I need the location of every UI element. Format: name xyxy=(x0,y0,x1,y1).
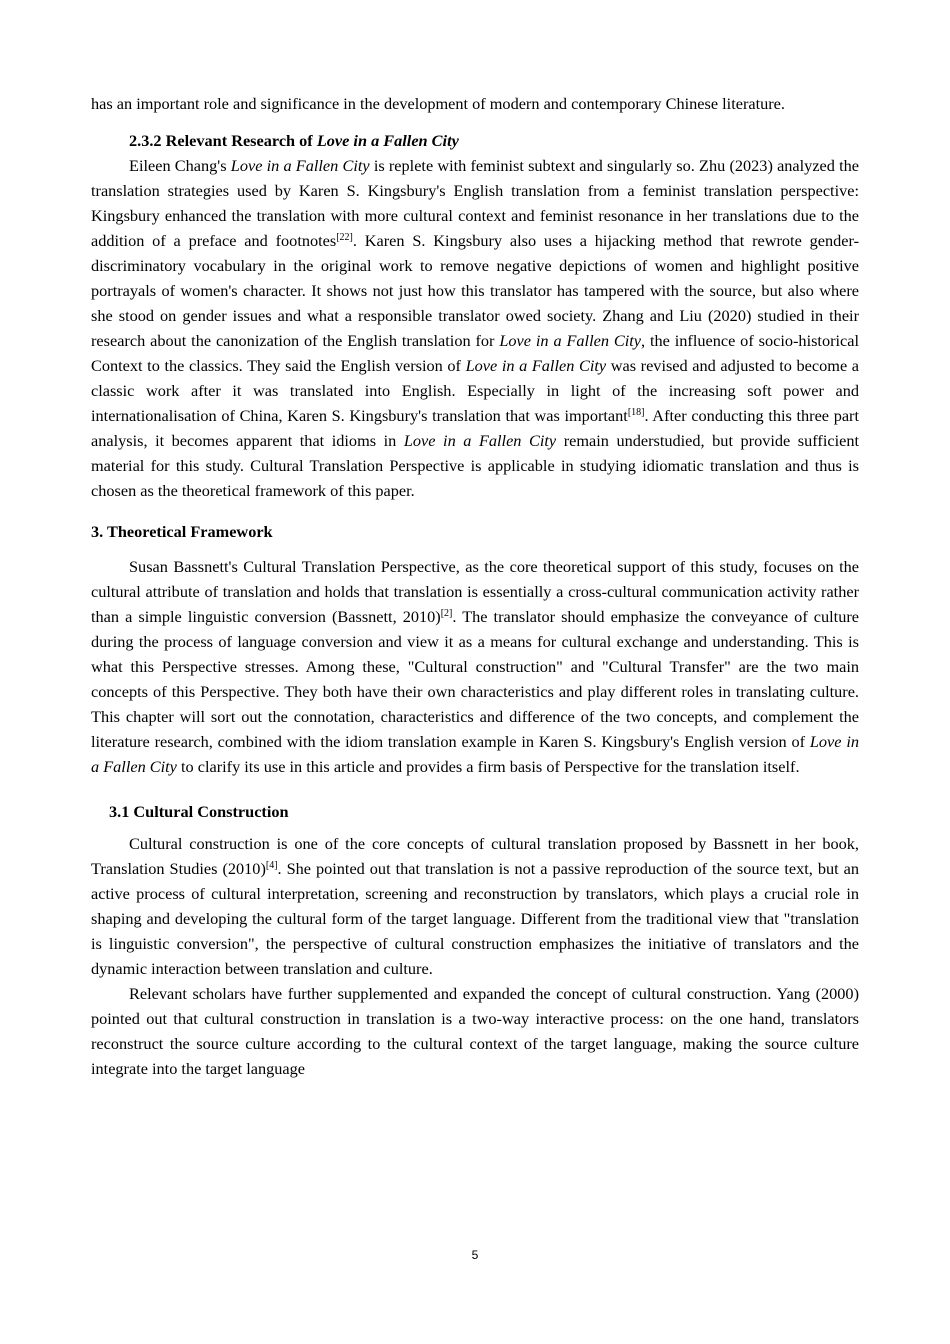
continued-paragraph: has an important role and significance in the development of modern and contemporary Chinese literature. xyxy=(91,94,785,113)
text-run: to clarify its use in this article and provides a firm basis of Perspective for the translation itself. xyxy=(176,757,800,776)
text-run: Susan Bassnett's Cultural Translation Perspective, as the core theoretical support of this study, focuses on the cultural attribute of translation and holds that translation is essentially a cross-cultural communication activity rather than a simple linguistic conversion (Bassnett, 2010) xyxy=(91,557,859,626)
paragraph-theoretical-framework xyxy=(91,554,859,779)
citation-ref: [4] xyxy=(265,860,278,871)
book-title: Love in a Fallen City xyxy=(403,431,557,450)
section-heading-3: 3. Theoretical Framework xyxy=(91,522,273,541)
book-title: Love in a Fallen City xyxy=(499,331,641,350)
subsection-heading-3-1: 3.1 Cultural Construction xyxy=(109,802,289,821)
text-run: is replete with feminist subtext and singularly so. Zhu (2023) analyzed the translation strategies used by Karen S. Kingsbury's English translation from a feminist translation perspective: Kingsbury enhanced the translation with more cultural context and feminist resonance in her translations due to the addition of a preface and footnotes xyxy=(91,156,860,250)
heading-prefix: 2.3.2 Relevant Research of xyxy=(129,131,317,150)
citation-ref: [18] xyxy=(627,407,645,418)
text-run: . She pointed out that translation is not a passive reproduction of the source text, but an active process of cultural interpretation, screening and reconstruction by translators, which plays a crucial role in shaping and developing the cultural form of the target language. Different from the traditional view that "translation is linguistic conversion", the perspective of cultural construction emphasizes the initiative of translators and the dynamic interaction between translation and culture. xyxy=(91,859,859,978)
text-run: Eileen Chang's xyxy=(129,156,231,175)
heading-book-title: Love in a Fallen City xyxy=(316,131,459,150)
paragraph-cultural-construction-1 xyxy=(91,831,859,981)
book-title: Love in a Fallen City xyxy=(465,356,607,375)
subsection-heading-2-3-2 xyxy=(91,128,859,153)
text-run: , the influence of socio-historical Context to the classics. They said the English version of xyxy=(91,331,860,375)
paper-page xyxy=(91,91,859,1081)
text-run: Cultural construction is one of the core concepts of cultural translation proposed by Bassnett in her book, Translation Studies (2010) xyxy=(91,834,859,878)
text-run: . Karen S. Kingsbury also uses a hijacking method that rewrote gender-discriminatory vocabulary in the original work to remove negative depictions of women and highlight positive portrayals of women's character. It shows not just how this translator has tampered with the source, but also where she stood on gender issues and what a responsible translator owed society. Zhang and Liu (2020) studied in their research about the canonization of the English translation for xyxy=(91,231,859,350)
page-number: 5 xyxy=(471,1248,479,1262)
book-title: Love in a Fallen City xyxy=(91,732,859,776)
text-run: remain understudied, but provide sufficient material for this study. Cultural Translation Perspective is applicable in studying idiomatic translation and thus is chosen as the theoretical framework of this paper. xyxy=(91,431,859,500)
citation-ref: [22] xyxy=(336,232,353,243)
text-run: was revised and adjusted to become a classic work after it was translated into English. Especially in light of the increasing soft power and internationalisation of China, Karen S. Kingsbury's translation that was important xyxy=(91,356,860,425)
text-run: . After conducting this three part analysis, it becomes apparent that idioms in xyxy=(91,406,860,450)
text-run: . The translator should emphasize the conveyance of culture during the process of language conversion and view it as a means for cultural exchange and understanding. This is what this Perspective stresses. Among these, "Cultural construction" and "Cultural Transfer" are the two main concepts of this Perspective. They both have their own characteristics and play different roles in translating culture. This chapter will sort out the connotation, characteristics and difference of the two concepts, and complement the literature research, combined with the idiom translation example in Karen S. Kingsbury's English version of xyxy=(91,607,859,751)
citation-ref: [2] xyxy=(440,608,453,619)
paragraph-relevant-research xyxy=(91,153,859,503)
book-title: Love in a Fallen City xyxy=(230,156,370,175)
paragraph-cultural-construction-2: Relevant scholars have further supplemented and expanded the concept of cultural construction. Yang (2000) pointed out that cultural construction in translation is a two-way interactive process: on the one hand, translators reconstruct the source culture according to the cultural context of the target language, making the source culture integrate into the target language xyxy=(91,984,859,1078)
